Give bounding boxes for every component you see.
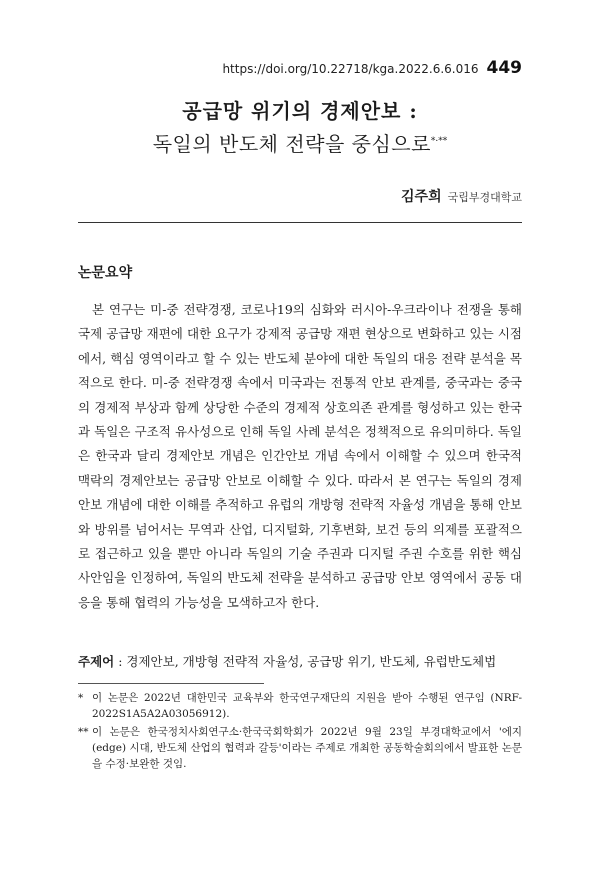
keywords-text: 경제안보, 개방형 전략적 자율성, 공급망 위기, 반도체, 유럽반도체법 — [126, 654, 497, 669]
title-line-1: 공급망 위기의 경제안보 : — [182, 99, 418, 123]
author-name: 김주희 — [401, 189, 442, 205]
footnote-mark: ** — [78, 726, 89, 738]
title-line-2 — [0, 128, 600, 157]
abstract-heading: 논문요약 — [78, 265, 133, 281]
page-header — [78, 58, 522, 78]
keywords — [78, 652, 528, 670]
keywords-label: 주제어 — [78, 654, 115, 669]
doi-link[interactable]: https://doi.org/10.22718/kga.2022.6.6.016 — [222, 62, 479, 76]
footnote-mark: * — [78, 692, 84, 704]
title-footnote-marks: *·** — [430, 136, 448, 147]
header-divider — [78, 222, 522, 223]
author-affiliation: 국립부경대학교 — [447, 191, 522, 204]
author-block — [401, 186, 522, 206]
footnote-text: 이 논문은 2022년 대한민국 교육부와 한국연구재단의 지원을 받아 수행된 연구임 (NRF-2022S1A5A2A03056912). — [92, 692, 522, 720]
footnote-text: 이 논문은 한국정치사회연구소·한국국회학회가 2022년 9월 23일 부경대학교에서 '에지(edge) 시대, 반도체 산업의 협력과 갈등'이라는 주제로 개최한 공동학술회의에서 발표한 논문을 수정·보완한 것임. — [92, 726, 522, 770]
footnote-divider — [78, 683, 264, 684]
footnote — [78, 724, 522, 772]
footnote — [78, 690, 522, 722]
abstract-body: 본 연구는 미-중 전략경쟁, 코로나19의 심화와 러시아-우크라이나 전쟁을 통해 국제 공급망 재편에 대한 요구가 강제적 공급망 재편 현상으로 변화하고 있는 시점에서, 핵심 영역이라고 할 수 있는 반도체 분야에 대한 독일의 대응 전략 분석을 목적으로 한다. 미-중 전략경쟁 속에서 미국과는 전통적 안보 관계를, 중국과는 중국의 경제적 부상과 함께 상당한 수준의 경제적 상호의존 관계를 형성하고 있는 한국과 독일은 구조적 유사성으로 인해 독일 사례 분석은 정책적으로 유의미하다. 독일은 한국과 달리 경제안보 개념은 인간안보 개념 속에서 이해할 수 있으며 한국적 맥락의 경제안보는 공급망 안보로 이해할 수 있다. 따라서 본 연구는 독일의 경제안보 개념에 대한 이해를 추적하고 유럽의 개방형 전략적 자율성 개념을 통해 안보와 방위를 넘어서는 무역과 산업, 디지털화, 기후변화, 보건 등의 의제를 포괄적으로 접근하고 있을 뿐만 아니라 독일의 기술 주권과 디지털 주권 수호를 위한 핵심 사안임을 인정하여, 독일의 반도체 전략을 분석하고 공급망 안보 영역에서 공동 대응을 통해 협력의 가능성을 모색하고자 한다. — [78, 302, 522, 610]
page-number: 449 — [486, 58, 522, 78]
title-line-2-text: 독일의 반도체 전략을 중심으로 — [152, 132, 431, 156]
keywords-separator: : — [114, 654, 127, 669]
